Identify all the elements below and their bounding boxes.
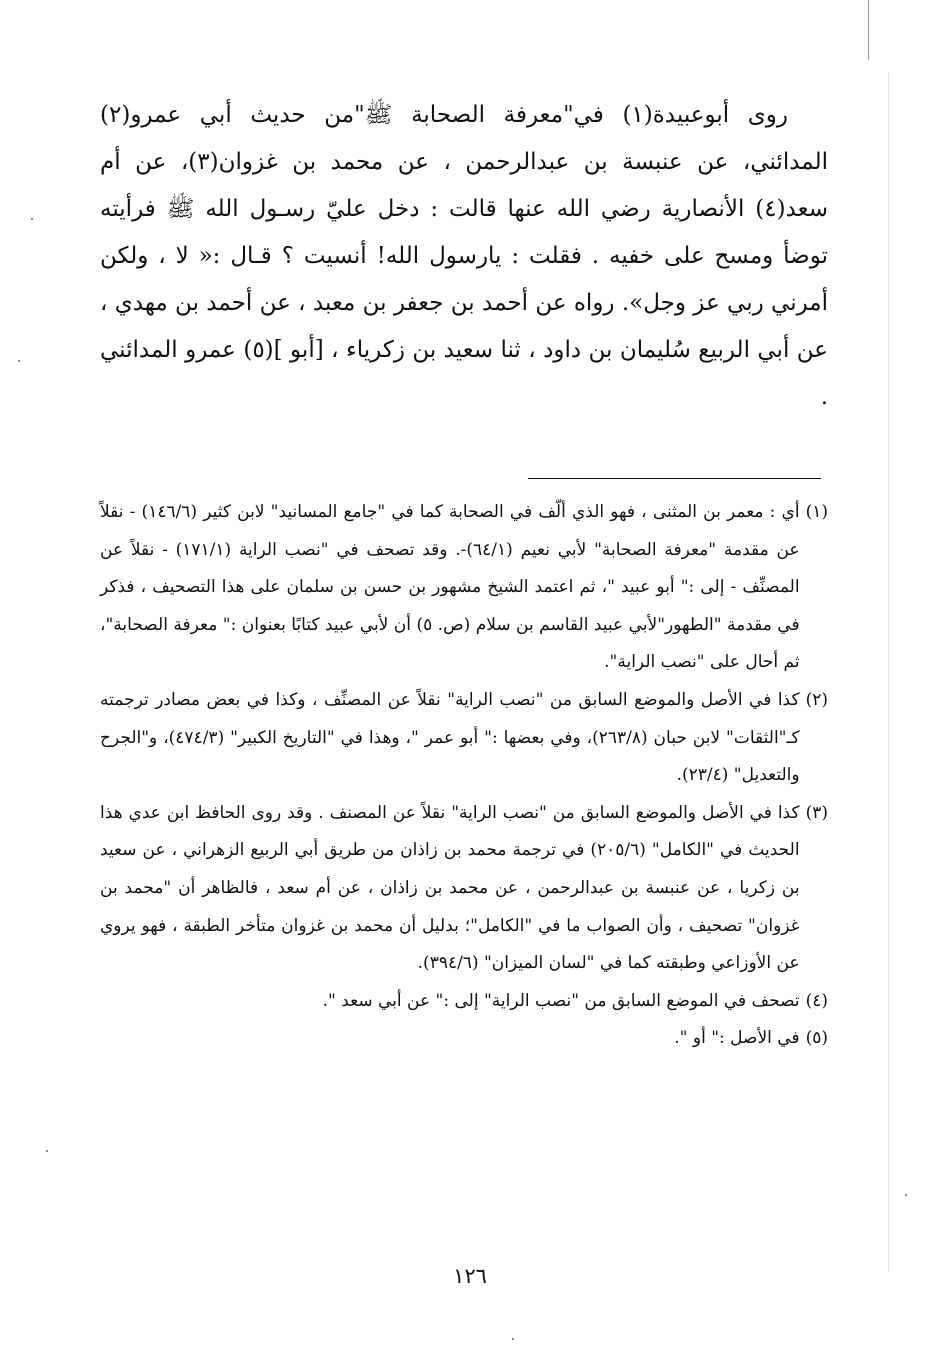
main-paragraph-text: روى أبوعبيدة(١) في"معرفة الصحابة ﷺ"من حديث أبي عمرو(٢) المدائني، عن عنبسة بن عبدالرحمن ، عن محمد بن غزوان(٣)، عن أم سعد(٤) الأنصارية رضي الله عنها قالت : دخل عليّ رسـول الله ﷺ فرأيته توضأ ومسح على خفيه . فقلت : يارسول الله! أنسيت ؟ قـال :« لا ، ولكن أمرني ربي عز وجل». رواه عن أحمد بن جعفر بن معبد ، عن أحمد بن مهدي ، عن أبي الربيع سُليمان بن داود ، ثنا سعيد بن زكرياء ، [أبو ](٥) عمرو المدائني .: [100, 102, 828, 410]
footnote-separator: [528, 478, 821, 479]
main-paragraph: [100, 92, 828, 421]
footnote: [100, 795, 828, 983]
footnote-number: (١): [805, 502, 828, 522]
footnote: [100, 1020, 828, 1058]
footnote-text: في الأصل :" أو ".: [674, 1028, 800, 1049]
footnote: [100, 494, 828, 682]
footnote: [100, 983, 828, 1021]
footnote: [100, 682, 828, 795]
scan-edge-mark: [888, 72, 889, 1272]
footnote-text: كذا في الأصل والموضع السابق من "نصب الراية" نقلاً عن المصنِّف ، وكذا في بعض مصادر ترجمته كـ"الثقات" لابن حبان (٢٦٣/٨)، وفي بعضها :" أبو عمر "، وهذا في "التاريخ الكبير" (٤٧٤/٣)، و"الجرح والتعديل" (٢٣/٤).: [100, 689, 800, 786]
footnote-text: كذا في الأصل والموضع السابق من "نصب الراية" نقلاً عن المصنف . وقد روى الحافظ ابن عدي هذا الحديث في "الكامل" (٢٠٥/٦) في ترجمة محمد بن زاذان من طريق أبي الربيع الزهراني ، عن سعيد بن زكريا ، عن عنبسة بن عبدالرحمن ، عن محمد بن زاذان ، عن أم سعد ، فالظاهر أن "محمد بن غزوان" تصحيف ، وأن الصواب ما في "الكامل"؛ بدليل أن محمد بن غزوان متأخر الطبقة ، فهو يروي عن الأوزاعي وطبقته كما في "لسان الميزان" (٣٩٤/٦).: [100, 802, 800, 974]
footnote-number: (٤): [805, 990, 828, 1011]
footnote-number: (٥): [805, 1028, 828, 1049]
footnote-text: أي : معمر بن المثنى ، فهو الذي ألّف في الصحابة كما في "جامع المسانيد" لابن كثير (١٤٦/٦) - نقلاً عن مقدمة "معرفة الصحابة" لأبي نعيم (٦٤/١)-. وقد تصحف في "نصب الراية (١٧١/١) - نقلاً عن المصنِّف - إلى :" أبو عبيد "، ثم اعتمد الشيخ مشهور بن حسن بن سلمان على هذا التصحيف ، فذكر في مقدمة "الطهور"لأبي عبيد القاسم بن سلام (ص. ٥) أن لأبي عبيد كتابًا بعنوان :" معرفة الصحابة"، ثم أحال على "نصب الراية".: [100, 502, 800, 673]
footnotes-block: [100, 494, 828, 1058]
scan-speck: [18, 360, 20, 362]
scan-speck: [905, 1194, 907, 1196]
page-number: ١٢٦: [453, 1264, 487, 1288]
main-text-block: [100, 92, 828, 421]
scan-edge-mark: [868, 0, 869, 60]
footnote-number: (٣): [805, 802, 828, 823]
scan-speck: [31, 218, 33, 220]
scan-speck: [46, 1150, 48, 1152]
scan-speck: [512, 1338, 514, 1340]
footnote-number: (٢): [805, 689, 828, 710]
footnote-text: تصحف في الموضع السابق من "نصب الراية" إلى :" عن أبي سعد ".: [322, 990, 800, 1011]
